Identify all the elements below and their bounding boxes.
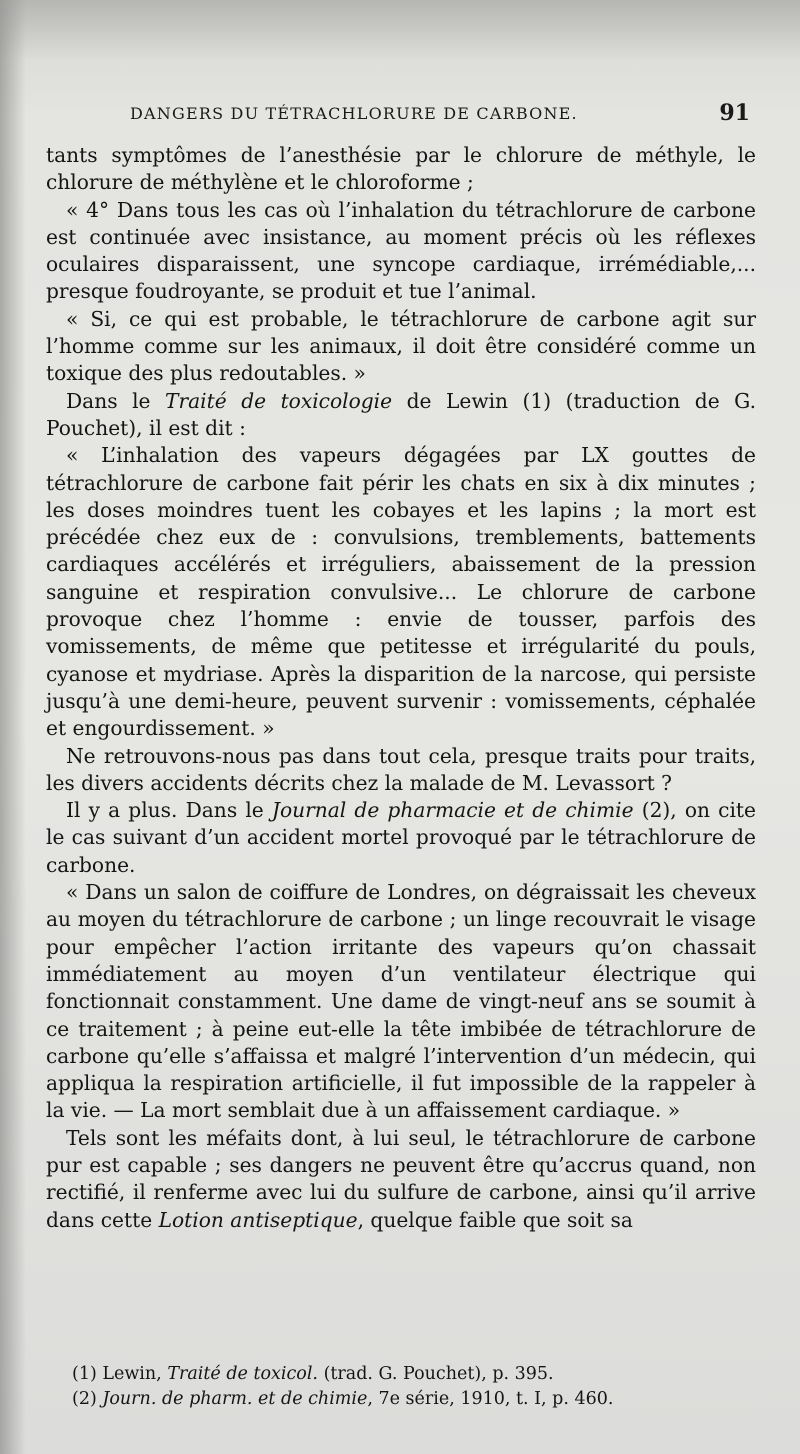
paragraph bbox=[46, 388, 756, 443]
top-edge-shadow bbox=[0, 0, 800, 60]
paragraph bbox=[46, 1125, 756, 1234]
product-name: Lotion antiseptique bbox=[158, 1207, 358, 1232]
text-run: Il y a plus. Dans le bbox=[66, 798, 272, 823]
binding-shadow bbox=[0, 0, 26, 1454]
text-run: Ne retrouvons-nous pas dans tout cela, presque traits pour traits, les divers accidents décrits chez la malade de M. Levassort ? bbox=[46, 743, 756, 795]
footnotes bbox=[72, 1362, 752, 1412]
text-run: (2), on cite le cas suivant d’un accident mortel provoqué par le tétrachlorure de carbone. bbox=[46, 798, 756, 877]
footnote bbox=[72, 1387, 752, 1412]
footnote-text: (1) Lewin, bbox=[72, 1364, 168, 1384]
text-run: , quelque faible que soit sa bbox=[357, 1207, 633, 1232]
text-run: « L’inhalation des vapeurs dégagées par LX gouttes de tétrachlorure de carbone fait périr les chats en six à dix minutes ; les doses moindres tuent les cobayes et les lapins ; la mort est précédée chez eux de : convulsions, tremblements, battements cardiaques accélérés et irréguliers, abaissement de la pression sanguine et respiration convulsive... Le chlorure de carbone provoque chez l’homme : envie de tousser, parfois des vomissements, de même que petitesse et irrégularité du pouls, cyanose et mydriase. Après la disparition de la narcose, qui persiste jusqu’à une demi-heure, peuvent survenir : vomissements, céphalée et engourdissement. » bbox=[46, 443, 756, 741]
paragraph bbox=[46, 797, 756, 879]
footnote bbox=[72, 1362, 752, 1387]
text-run: « Si, ce qui est probable, le tétrachlorure de carbone agit sur l’homme comme sur les animaux, il doit être considéré comme un toxique des plus redoutables. » bbox=[46, 306, 756, 386]
footnote-text: (2) bbox=[72, 1389, 103, 1409]
footnote-title: Traité de toxicol. bbox=[167, 1364, 318, 1384]
footnote-text: , 7e série, 1910, t. I, p. 460. bbox=[367, 1389, 614, 1409]
journal-title: Journal de pharmacie et de chimie bbox=[271, 798, 634, 823]
running-head: DANGERS DU TÉTRACHLORURE DE CARBONE. bbox=[130, 104, 578, 123]
footnote-title: Journ. de pharm. et de chimie bbox=[102, 1389, 368, 1409]
page-header bbox=[130, 100, 750, 140]
text-run: Dans le bbox=[66, 388, 166, 413]
footnote-text: (trad. G. Pouchet), p. 395. bbox=[318, 1364, 554, 1384]
paragraph bbox=[46, 197, 756, 306]
paragraph bbox=[46, 306, 756, 388]
page-number: 91 bbox=[719, 100, 750, 126]
paragraph bbox=[46, 879, 756, 1125]
text-run: « 4° Dans tous les cas où l’inhalation du tétrachlorure de carbone est continuée avec insistance, au moment précis où les réflexes oculaires disparaissent, une syncope cardiaque, irrémédiable,... presque foudroyante, se produit et tue l’animal. bbox=[46, 197, 756, 304]
paragraph bbox=[46, 442, 756, 742]
body-text bbox=[46, 142, 756, 1234]
text-run: « Dans un salon de coiffure de Londres, on dégraissait les cheveux au moyen du tétrachlorure de carbone ; un linge recouvrait le visage pour empêcher l’action irritante des vapeurs qu’on chassait immédiatement au moyen d’un ventilateur électrique qui fonctionnait constamment. Une dame de vingt-neuf ans se soumit à ce traitement ; à peine eut-elle la tête imbibée de tétrachlorure de carbone qu’elle s’affaissa et malgré l’intervention d’un médecin, qui appliqua la respiration artificielle, il fut impossible de la rappeler à la vie. — La mort semblait due à un affaissement cardiaque. » bbox=[46, 880, 756, 1123]
text-run: Tels sont les méfaits dont, à lui seul, le tétrachlorure de carbone pur est capable ; ses dangers ne peuvent être qu’accrus quand, non rectifié, il renferme avec lui du sulfure de carbone, ainsi qu’il arrive dans cette bbox=[46, 1125, 756, 1232]
text-run: de Lewin (1) (traduction de G. Pouchet), il est dit : bbox=[46, 388, 757, 440]
paragraph bbox=[46, 743, 756, 798]
book-title: Traité de toxicologie bbox=[165, 388, 393, 413]
text-run: tants symptômes de l’anesthésie par le chlorure de méthyle, le chlorure de méthylène et le chloroforme ; bbox=[46, 143, 756, 195]
paragraph bbox=[46, 142, 756, 197]
